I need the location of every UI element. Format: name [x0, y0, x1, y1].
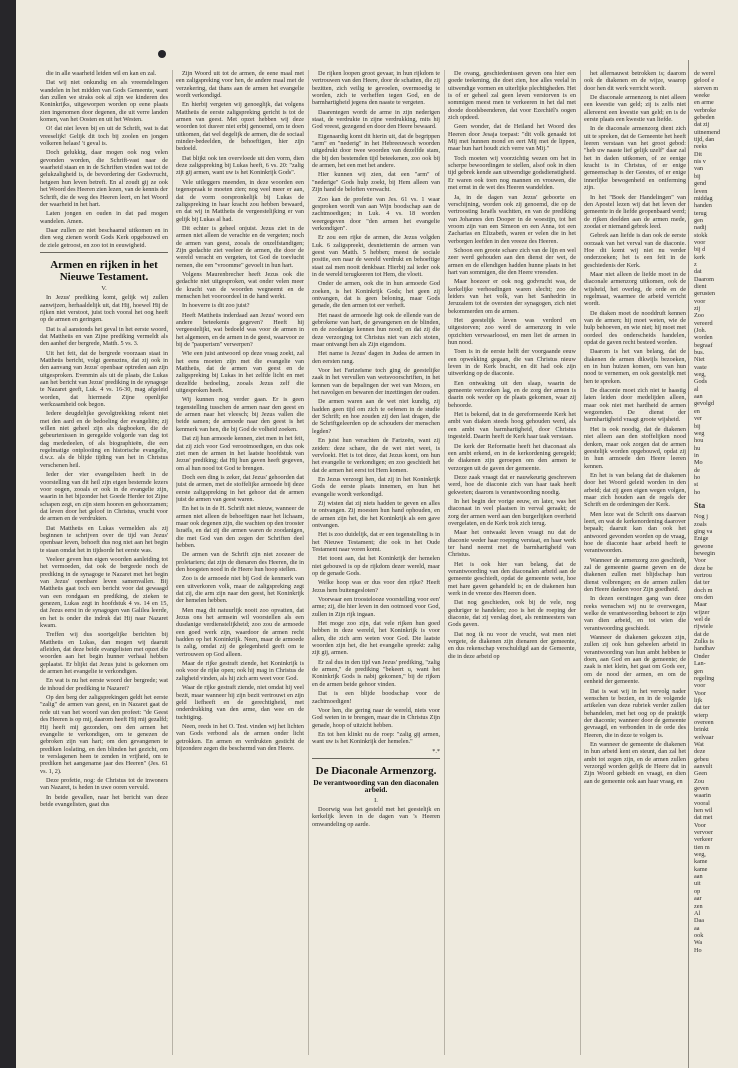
- partial-line: Mo: [694, 459, 703, 467]
- paragraph: Het moge zoo zijn, dat vele rijken hun goed hebben in deze wereld, het Koninkrijk is voor allen, die zich arm weten voor God. Die laatste woorden zijn het, die het evangelie spreekt: zalig zijt gij, armen.: [312, 620, 440, 657]
- partial-line: Ho: [694, 946, 702, 954]
- paragraph: De rijken loopen groot gevaar, in hun rijkdom te vertrouwen van den Heere, door de schatten, die zij bezitten, zich veilig te gevoelen, overmoedig te worden, zich te verheffen tegen God, en de barmhartigheid jegens den naaste te vergeten.: [312, 70, 440, 107]
- partial-line: kame: [694, 858, 708, 866]
- partial-line: van: [694, 165, 703, 173]
- paragraph: Doch gelukkig, daar mogen ook nog velen gevonden worden, die Schrift-vast naar de waarheid staan en in de Schriften vinden wat tot de gelukzaligheid is, de bevordering der Godsvrucht, hetgeen hun leven betreft. En al zoudt gij ze ook het Woord des Heeren zien lezen, van de kennis der Schrift, die de weg des Heeren leert, en het Woord der waarheid in het hart.: [40, 149, 168, 208]
- article-divider: [40, 252, 168, 253]
- partial-line: tien m: [694, 843, 710, 851]
- column-3: [312, 70, 440, 1060]
- partial-line: dat zij: [694, 121, 710, 129]
- paragraph: Dat nog geschieden, ook bij de vele, nog geduriger te handelen; zoo is het de roeping der diaconie, dat zij verslag doet, als rentmeesters van Gods gaven.: [448, 599, 576, 629]
- partial-line: de: [694, 466, 700, 474]
- partial-line: gebeu: [694, 755, 709, 763]
- paragraph: Deze zaak vraagt dat er nauwkeurig geschreven werd, hoe de diaconie zich van haar taak heeft gekweten; daarom is verantwoording noodig.: [448, 473, 576, 496]
- partial-line: dat de: [694, 630, 709, 638]
- partial-line: Zulks is: [694, 638, 714, 646]
- partial-line: Dit: [694, 150, 702, 158]
- partial-line: en: [694, 407, 700, 415]
- paragraph: die in alle waarheid leiden wil en kan en zal.: [46, 70, 157, 77]
- partial-line: Daarom: [694, 275, 714, 283]
- partial-line: Daa: [694, 917, 704, 925]
- partial-line: bij d: [694, 246, 706, 254]
- paragraph: De diaken moet de nooddruft kennen van de armen; hij moet weten, wie de hulp behoeven, en wie niet; hij moet met oordeel des onderscheids handelen, opdat de gaven recht besteed worden.: [584, 309, 686, 347]
- column-rule: [172, 70, 173, 1055]
- paragraph: Er zou een rijke de armen, die Jezus volgden Luk. 6 zaligspreekt, desniettemin de armen van geest van Matth. 5 hebben; meest de sociale positie, een naar de wereld verdrukt en behoeftige staat zal men nooit denkbaar. Hierbij zal ieder ook in de wereld terugkeeren tot Hem, die vloeit.: [312, 234, 440, 278]
- paragraph: En wat is nu het eerste woord der bergrede; wat de inhoud der prediking te Nazaret?: [40, 677, 168, 692]
- paragraph: Maar hoezeer er ook nog godvrucht was, de kerkelijke verhoudingen waren slecht; zoo de leiders van het volk, van het Sanhedrin in Jeruzalem tot de oversten der synagogen, zich niet bekommerden om de armen.: [448, 278, 576, 315]
- paragraph: En Jezus verzorgt hen, dat zij in het Koninkrijk Gods de eerste plaats innemen, en hun het evangelie wordt verkondigd.: [312, 475, 440, 498]
- paragraph: En het is van belang dat de diakenen door het Woord geleid worden in den arbeid; dat zij geen eigen wegen volgen, maar zich houden aan de regels der Schrift en de ordeningen der Kerk.: [584, 471, 686, 509]
- paragraph: Dat zij hun armoede kennen, ziet men in het feit, dat zij zich voor God verootmoedigen, en dus ook ziet men de armen in het laatste hoofdstuk van Jezus' prediking; dat Hij hun gaven heeft gegeven, om al hun nood tot God te brengen.: [176, 435, 304, 472]
- partial-line: voor: [694, 297, 706, 305]
- paragraph: Ja, in de dagen van Jezus' geboorte en verschijning, worden ook zij genoemd, die op de vertroosting Israëls wachtten, en van de prediking van Johannes den Dooper in de woestijn, tot het vroom zijn van een Simeon en een Anna, tot een Zacharias en Elizabeth, waren er velen die in het verborgen leefden in den vreeze des Heeren.: [448, 193, 576, 245]
- partial-line: stokk: [694, 231, 708, 239]
- partial-line: dat ter: [694, 579, 710, 587]
- partial-line: waarin: [694, 792, 711, 800]
- paragraph: Daarentegen wordt de arme in zijn nederigen staat, de verdrukte in zijne verdrukking, mits hij God vreest, gezegend en door den Heere bewaard.: [312, 108, 440, 131]
- partial-line: dat: [694, 268, 702, 276]
- paragraph: In dezen eerstingen gang van deze reeks wenschen wij nu te overwegen, welke de verantwoording behoort te zijn van dien arbeid, en tot wien die verantwoording geschiedt.: [584, 595, 686, 632]
- paragraph: In het "Boek der Handelingen" van den Apostel lezen wij dat het leven der gemeente in de liefde geopenbaard werd; de rijken deelden aan de armen mede, zoodat er niemand gebrek leed.: [584, 193, 686, 230]
- paragraph: O! dat niet leven bij en uit de Schrift, wat is dat vreeselijk! Gelijk dit toch bij zoolen en jongen volkeren helaas! 't geval is.: [40, 125, 168, 148]
- paragraph: Eigenaardig komt dit hierin uit, dat de begrippen "arm" en "nederig" in het Hebreeuwsch woorden uitgedrukt door twee woorden van dezelfde stam, die bij den bestemden tijd beteekenen, zoo ook bij de armen, het een met het andere.: [312, 132, 440, 170]
- paragraph: In beide gevallen, naar het bericht van deze beide evangelisten, gaat dus: [40, 793, 168, 808]
- paragraph: En het is in de H. Schrift niet nieuw, wanneer de armen niet alleen de behoeftigen naar het lichaam, maar ook degenen zijn, die wachten op den trooster Israëls, en dat zij die armen waren de zoodanigen, die met God van den zegen der Schriften deel hebben.: [176, 505, 304, 549]
- partial-line: bus.: [694, 349, 705, 357]
- paragraph: In het begin der vorige eeuw, en later, was het diaconaat in veel plaatsen in verval geraakt; de zorg der armen werd aan den burgerlijken overheid overgelaten, en de Kerk trok zich terug.: [448, 497, 576, 527]
- paragraph: De ovang, geschiedenissen geven ons hier een goede teekening, die doet zien, hoe alles veelal in uitwendige vormen en uiterlijke plechtigheden. Het is of er geheel zal geen leven verstorven is en sommigen meest men te verkeeren in het dal met doode doodsbeenderen, dat voor Ezechiël's oogen zich opdeed.: [448, 70, 576, 122]
- paragraph: Heeft Mattheüs inderdaad aan Jezus' woord een andere beteekenis gegeven? Heeft hij vergeestelijkt, wat bedoeld was voor de armen in het algemeen, en de armen in de geest, waarvoor ze bij de "pauperism" verwerpen?: [176, 311, 304, 349]
- partial-line: Wa: [694, 939, 703, 947]
- paragraph: En wanneer de gemeente de diakenen in hun arbeid kent en steunt, dan zal het ambt tot zegen zijn, en de armen zullen verzorgd worden gelijk de Heere dat in Zijn Woord gebiedt en vraagt, en dien aan de gemeente ook aan haar vraag, en: [584, 740, 686, 785]
- partial-line: uitnemend: [694, 128, 721, 136]
- paragraph: Onder de armen, ook die in hun armoede God zoeken, is het Koninkrijk Gods; het geen zij ontvangen, dat is geen beloning, maar Gods genade, die den armen tot eer verheft.: [312, 280, 440, 310]
- partial-line: gen: [694, 667, 703, 675]
- partial-line: Voor: [694, 557, 706, 565]
- partial-line: deze: [694, 748, 706, 756]
- paragraph: Voor het Farizeïsme toch ging de geestelijke zaak in het vervullen van wetsvoorschriften, in het kennen van de bepalingen der wet van Mozes, en het navolgen en bewaren der inzettingen der ouden.: [312, 367, 440, 397]
- partial-line: wel de: [694, 616, 711, 624]
- paragraph: Deze profetie, nog: de Christus tot de inwoners van Nazaret, is heden in uwe ooren vervuld.: [40, 776, 168, 792]
- partial-line: gerusten: [694, 290, 715, 298]
- partial-line: gewone: [694, 542, 714, 550]
- paragraph: Het naast de armoede ligt ook de ellende van de gebrokene van hart, de gevangenen en de blinden, en de zoodanige kennen hun nood; en dat zij die deze verzorging tot Christus niet van zich stoten, maar ontvangt hen als Zijn eigendom.: [312, 311, 440, 349]
- article-end-mark: *.*: [432, 747, 440, 755]
- paragraph: Schoon een groote schare zich van de lijn en wel zeer werd gehouden aan den dienst der wet, de armen en de ellendigen hadden hunne plaats in het hart van sommigen, die den Heere vreesden.: [448, 246, 576, 276]
- paragraph: Treffen wij dus soortgelijke berichten bij Mattheüs en Lukas, dan mogen wij daaruit afleiden, dat deze beide evangelisten met opzet die woorden aan het begin hunner verhaal hebben geplaatst. Er blijkt dat Jezus juist is gekomen om de armen het evangelie te verkondigen.: [40, 631, 168, 676]
- paragraph: Doorwig was het gesteld met het geestelijk en kerkelijk leven in de dagen van 's Heeren omwandeling op aarde.: [312, 805, 440, 828]
- paragraph: Het is bekend, dat in de gereformeerde Kerk het ambt van diaken steeds hoog gehouden werd, als een ambt van barmhartigheid, door Christus ingesteld. Daarin heeft de Kerk haar taak verstaan.: [448, 411, 576, 441]
- partial-line: wierp: [694, 711, 709, 719]
- partial-line: gevolgd: [694, 400, 714, 408]
- partial-line: Onder: [694, 652, 710, 660]
- paragraph: In de diaconale armenzorg dient zich uit te spreken, dat de Gemeente het heeft leeren verstaan van het groot gebod: "heb uw naaste lief gelijk uzelf" daar zal het in daden uitkomen, of ze eenige kracht is in Christus, of er enige gemeenschap is der Geestes, of er enige innerlijke bewogenheid en ontferming zijn.: [584, 125, 686, 192]
- paragraph: Zoo kan de profetie van Jes. 61 vs. 1 waar gesproken wordt van aan Wijn boodschap aan de zachtmoedigen; in Luk. 4 vs. 18 worden weergegeven door "den armen het evangelie verkondigen".: [312, 195, 440, 232]
- paragraph: Op den berg der zaligsprekingen geldt het eerste "zalig" de armen van geest, en in Nazaret gaat de rede uit van het woord van den profeet: "de Geest des Heeren is op mij, daarom heeft Hij mij gezalfd; Hij heeft mij gezonden, om den armen het evangelie te verkondigen, om te genezen de gebroken zijn van hart; om den gevangenen te prediken loslating, en den blinden het gezicht, om te verslagenen heen te zenden in vrijheid, om te prediken het aangename jaar des Heeren" (Jes. 61 vs. 1, 2).: [40, 694, 168, 775]
- partial-line: Voor: [694, 821, 706, 829]
- partial-line: Zou: [694, 777, 704, 785]
- partial-line: Maar: [694, 601, 708, 609]
- partial-line: gen: [694, 216, 703, 224]
- partial-line: hou: [694, 437, 704, 445]
- paragraph: Volgens Maurenbrecher heeft Jezus ook die gedachte niet uitgesproken, wat onder velen meer de kracht van de woorden wegneemt en de menschen het vooroordeel in de hand werkt.: [176, 270, 304, 300]
- paragraph: Iedere deugdelijke gevolgtrekking rekent niet met den aard en de bedoeling der evangeliën; zij willen niet geheel zijn als dagboeken, die de gebeurtenissen in geregelde volgorde van dag tot dag mededeelen, of als biographieën, die een regelmatige ontplooiing en historische evangelie, d.w.z. als de blijde tijding van het in Christus verschenen heil.: [40, 410, 168, 469]
- partial-line: gend: [694, 180, 707, 188]
- paragraph: Maar het ontwaakt leven vraagt nu dat de diaconie weder haar roeping verstaat, en haar werk ter hand neemt met de barmhartigheid van Christus.: [448, 529, 576, 559]
- partial-line: weeke: [694, 92, 710, 100]
- partial-line: bij: [694, 172, 701, 180]
- paragraph: Uit het feit, dat de bergrede voorzaan staat in Mattheüs bericht, volgt geenszins, dat zij ook in den aanvang van Jezus' openbaar optreden aan zijn uitgesproken. Evenmin als uit de plaats, die Lukas aan het bericht van Jezus' prediking in de synagoge te Nazaret geeft, Luk. 4 vs. 16-30, mag afgeleid worden, dat hiermede Zijne openlijke werkzaamheid ook begon.: [40, 349, 168, 409]
- paragraph: Waar de rijke gestraft ziende, niet omdat hij veel bezit, maar wanneer hij zijn bezit vertrouwt en zijn geld liefheeft en de gerechtigheid, met onderdrukking van den arme, dan wee en de tuchtiging.: [176, 684, 304, 721]
- paragraph: Dat wij niet onkundig en als vreemdelingen wandelen in het midden van Gods Gemeente, want dan zullen we straks ook al zijn we kinderen des Koninkrijks, uitgeworpen worden op eene plaats zien ingenomen door degenen, die uit verre landen komen, van het Oosten en uit het Westen.: [40, 79, 168, 124]
- partial-line: Al: [694, 909, 701, 917]
- paragraph: Men mag dit natuurlijk nooit zoo opvatten, dat Jezus ons het armsein wil voorstellen als een dusdanige verdienstelijkheid; zoo zou de armoede een goed werk zijn, waardoor de armen recht hadden op het Koninkrijk. Neen, maar de armoede is zalig, omdat zij de gelegenheid geeft om te vertrouwen op God alleen.: [176, 606, 304, 658]
- paragraph: Dat is wat wij in het vervolg nader wenschen te bezien, en in de volgende artikelen van deze rubriek verder zullen behandelen, met het oog op de praktijk der diaconie; wanneer door de gemeente gevraagd, en verbonden in de orde des Heeren, die in deze te volgen is.: [584, 687, 686, 739]
- partial-line: regeling: [694, 674, 715, 682]
- partial-line: nis v: [694, 158, 706, 166]
- partial-line: leven: [694, 187, 708, 195]
- article-subheading: De verantwoording van den diaconalen arbeid.: [313, 777, 439, 795]
- partial-line: worden: [694, 334, 713, 342]
- partial-line: ons den: [694, 594, 714, 602]
- paragraph: Geen wonder, dat de Heiland het Woord des Heeren door Jesaja toepast: "dit volk genaakt tot Mij met hunnen mond en eert Mij met de lippen, maar hun hart houdt zich verre van Mij.": [448, 123, 576, 153]
- partial-line: hen wil: [694, 807, 713, 815]
- partial-line: Geen: [694, 770, 708, 778]
- paragraph: Zoo is de armoede niet bij God de kenmerk van een uitverkoren volk, maar de zaligspreking zegt dat zij, die arm zijn naar den geest, het Koninkrijk der hemelen hebben.: [176, 575, 304, 605]
- paragraph: Maar niet alleen de liefde moet in de diaconale armenzorg uitkomen, ook de wijsheid, het overleg, de orde en de regelmaat, waarmee de arbeid verricht wordt.: [584, 270, 686, 308]
- paragraph: Er zal dus in den tijd van Jezus' prediking, "zalig de armen," de prediking "bekeert u, want het Koninkrijk Gods is nabij gekomen," bij de rijken en de armen beide gehoor vinden.: [312, 658, 440, 688]
- paragraph: Voor hen, die gering naar de wereld, niets voor God weten in te brengen, maar die in Christus Zijn genade, hoop of uitzicht hebben.: [312, 706, 440, 729]
- partial-line: vertrou: [694, 572, 712, 580]
- paragraph: Wij kunnen nog verder gaan. Er is geen tegenstelling tusschen de armen naar den geest en de armen naar het vleesch; bij Jezus vallen die beide samen; de armoede naar den geest is het kenmerk van hen, die bij God de volheid zoeken.: [176, 396, 304, 433]
- partial-line: aanvult: [694, 762, 713, 770]
- article-divider: [312, 758, 440, 759]
- paragraph: Het is zoo duidelijk, dat er een tegenstelling is in het Nieuwe Testament; die ook in het Oude Testament naar voren komt.: [312, 531, 440, 553]
- partial-line: ook: [694, 931, 704, 939]
- article-part-number: I.: [374, 796, 378, 804]
- partial-line: ging va: [694, 527, 713, 535]
- partial-lines-top: [694, 70, 738, 496]
- partial-line: weg,: [694, 851, 706, 859]
- partial-line: weg,: [694, 371, 706, 379]
- paragraph: Dat nog ik nu voor de vrucht, wat men niet vergete, de diakenen zijn dienaren der gemeente, en dus rekenschap verschuldigd aan de Gemeente, die in deze arbeid op: [448, 630, 576, 660]
- paragraph: Voorwaar een troostelooze voorstelling voor een' arme; zij, die hier leven in den ootmoed voor God, zullen in Zijn rijk ingaan.: [312, 596, 440, 618]
- partial-line: Voor: [694, 689, 706, 697]
- paragraph: De armen van de Schrift zijn niet zoozeer de proletariers; dat zijn de dienaren des Heeren, die in den hoogsten nood in de Heere hun hoop stellen.: [176, 551, 304, 573]
- paragraph: Men leze wat de Schrift ons daarvan leert, en wat de kerkenordening daarover bepaalt; daaruit kan dan ook het antwoord gevonden worden op de vraag, hoe de diaconie haar arbeid heeft te verantwoorden.: [584, 510, 686, 555]
- partial-line: nadij: [694, 224, 707, 232]
- paragraph: Het is ook noodig, dat de diakenen niet alleen aan den stoffelijken nood denken, maar ook zorgen dat de armen geestelijk worden opgebouwd, opdat zij in hun armoede den Heere leeren kennen.: [584, 425, 686, 470]
- article-part-number: V.: [101, 284, 107, 292]
- partial-line: voor: [694, 238, 706, 246]
- paragraph: Zij wisten dat zij niets hadden te geven en alles te ontvangen. Zij moesten hun hand ophouden, en de armen zijn het, die het Koninkrijk als een gave ontvangen.: [312, 499, 440, 529]
- partial-line: Nog j: [694, 513, 708, 521]
- partial-line: Enige: [694, 535, 709, 543]
- paragraph: Veeleer geven hun eigen woorden aanleiding tot het vermoeden, dat ook de bergrede noch de prediking in de synagoge te Nazaret met het begin van Jezus' openbare leven samenvallen. Bij Mattheüs gaat toch een bericht voor dat gewaagd van een rondgaan en prediking, de zieken te genezen, Lukas zegt in hoofdstuk 4 vs. 14 en 15, dat Jezus eerst in de synagogen van Galilea leerde, en het is onder die indruk dat Hij naar Nazaret kwam.: [40, 555, 168, 630]
- partial-line: Zoo: [694, 312, 704, 320]
- partial-line: Wat: [694, 740, 704, 748]
- partial-line: dient: [694, 282, 707, 290]
- partial-line: brinkt: [694, 726, 709, 734]
- paragraph: En juist hun verachten de Farizeën, want zij zeiden: deze schare, die de wet niet weet, is vervloekt. Het is tot deze, dat Jezus komt, om hun het evangelie te verkondigen; en zoo geschiedt het dat de armen het eerst tot Hem komen.: [312, 437, 440, 474]
- partial-heading: Sta: [694, 500, 706, 510]
- paragraph: Dat blijkt ook ten overvloede uit den vorm, dien deze zaligspreking bij Lukas heeft, 6 vs. 20: "zalig zijt gij armen, want uw is het Koninkrijk Gods".: [176, 154, 304, 177]
- paragraph: Toen is in de eerste helft der voorgaande eeuw een opwekking gegaan, die van Christus nieuw leven in de Kerk bracht, en dit had ook zijn uitwerking op de diaconie.: [448, 348, 576, 378]
- partial-line: verbroke: [694, 106, 716, 114]
- partial-line: weg: [694, 429, 705, 437]
- paragraph: Dat Mattheüs en Lukas vermelden als zij beginnen te schrijven over de tijd van Jezus' openbaar leven, behoeft dus nog niet aan het begin te staan omdat het in tijdsorde het eerste was.: [40, 524, 168, 554]
- paragraph: De armen waren aan de wet niet kundig, zij hadden geen tijd om zich te oefenen in de studie der Schrift; en hoe zouden zij den last dragen, die de Schriftgeleerden op de schouders der menschen legden?: [312, 398, 440, 435]
- column-1: [40, 70, 168, 1060]
- partial-line: reeks: [694, 143, 708, 151]
- paragraph: Laten jongen en ouden in dat pad mogen wandelen. Amen.: [40, 210, 168, 225]
- paragraph: De kerk der Reformatie heeft het diaconaat als een ambt erkend, en in de kerkordening geregeld; de diakenen zijn geroepen om den armen te verzorgen uit de gaven der gemeente.: [448, 442, 576, 472]
- paragraph: Wanneer de diakenen gekozen zijn, zullen zij ook hun geheelen arbeid in verantwoording van hun ambt hebben te doen, aan God en aan de gemeente; de zaak is niet klein, het gaat om Gods eer, om de nood der armen, en om de eenheid der gemeente.: [584, 634, 686, 686]
- partial-line: al: [694, 385, 699, 393]
- partial-line: handen: [694, 202, 712, 210]
- partial-line: handhav: [694, 645, 715, 653]
- column-2: [176, 70, 304, 1060]
- paragraph: Daarom is het van belang, dat de diakenen de armen dikwijls bezoeken, en in hun huizen komen, om van hun nood te vernemen, en ook geestelijk met hen te spreken.: [584, 348, 686, 385]
- partial-line: z: [694, 260, 697, 268]
- partial-line: vaste: [694, 363, 707, 371]
- paragraph: Doch een ding is zeker, dat Jezus' gehoorden dat juist de armen, met de stoffelijke armoede bij deze eerste zaligspreking in het gehoor dat de armen juist de armen van geest waren.: [176, 473, 304, 503]
- paragraph: De diaconie moet zich niet te haastig laten leiden door medelijden alleen, maar ook niet met hardheid de armen wegzenden. De dienst der barmhartigheid vraagt groote wijsheid.: [584, 387, 686, 424]
- partial-line: zij: [694, 305, 701, 312]
- partial-line: zen: [694, 902, 703, 910]
- article-heading: De Diaconale Armenzorg.: [315, 764, 437, 777]
- paragraph: Maar de rijke gestraft ziende, het Koninkrijk is ook voor de rijke open; ook hij mag in Christus de zaligheid vinden, als hij zich arm weet voor God.: [176, 660, 304, 682]
- partial-line: st: [694, 481, 699, 489]
- partial-line: Niet: [694, 356, 705, 364]
- partial-line: tijd, dan: [694, 136, 715, 144]
- paragraph: Dat is al aanstonds het geval in het eerste woord, dat Mattheüs en van Zijne prediking vermeldt als den aanhef der bergrede, Matth. 5 vs. 3.: [40, 325, 168, 348]
- column-6-partial: [694, 70, 738, 1060]
- partial-line: overeen: [694, 718, 714, 726]
- partial-line: rijwiele: [694, 623, 713, 631]
- partial-line: aan: [694, 393, 703, 401]
- partial-line: bewegin: [694, 550, 715, 557]
- paragraph: Neen, reeds in het O. Test. vinden wij het lichten van Gods verbond als de armen onder licht getrokken. En armen en verdrukten gesticht de bijzondere zegen die beschermd van den Heere.: [176, 722, 304, 752]
- partial-line: bij: [694, 422, 701, 430]
- paragraph: De diaconale armenzorg is niet alleen een kwestie van geld; zij is zelfs niet allereerst een kwestie van geld; en is de eerste plaats een kwestie van liefde.: [584, 94, 686, 124]
- partial-line: sterven m: [694, 84, 719, 92]
- partial-line: hu: [694, 444, 701, 452]
- partial-line: aan: [694, 873, 703, 881]
- partial-line: deze be: [694, 564, 713, 572]
- partial-line: ver: [694, 415, 702, 423]
- paragraph: Ieder der vier evangelisten heeft in de voorstelling van dit heil zijn eigen bestemde lezers voor oogen, zooals er ook in de evangelie zijn, waarin in het bijzonder het Goede Herder tot Zijne schapen zegt, en zijn stem hooren en gehoorzamen; dat leven door het geloof in Christus, vrucht voor de armen en de verdrukten.: [40, 471, 168, 523]
- partial-line: en arme: [694, 99, 714, 107]
- column-rule: [580, 70, 581, 1055]
- paragraph: En hierbij vergeten wij genoeglijk, dat volgens Mattheüs de eerste zaligspreking gericht is tot de armen van geest. Met opzet hebben wij deze woorden tot dusver niet erbij genoemd, om te doen uitkomen, dat wel degelijk de armen, die de sociaal minder-bedeelden, de behoeftigen, hier zijn bedoeld.: [176, 101, 304, 153]
- paragraph: Vele uitleggers meenden, in deze woorden een tegenspraak te moeten zien; nog veel meer er aan, dat de vorm oorspronkelijk bij Lukas de zaligspreking in haar kracht zou hebben bewaard, en dat wij in Mattheüs de vergeestelijking er van gelijk bij Lukas al had.: [176, 178, 304, 223]
- partial-line: voor: [694, 682, 706, 690]
- paragraph: Dat is een blijde boodschap voor de zachtmoedigen!: [312, 690, 440, 705]
- paragraph: In Jezus' prediking komt, gelijk wij zullen aanwijzen, herhaaldelijk uit, dat Hij, hoewel Hij de rijken niet verstoot, juist toch vooral het oog heeft op de armen en geringen.: [40, 294, 168, 324]
- scan-left-border: [0, 0, 16, 1068]
- partial-line: middag: [694, 194, 713, 202]
- paragraph: het allernauwst betrokken is; daarom ook de diakenen en de wijze, waarop door hen dit werk verricht wordt.: [584, 70, 686, 92]
- partial-line: wijzer: [694, 608, 710, 616]
- partial-line: ho: [694, 488, 701, 496]
- column-rule: [444, 70, 445, 1055]
- paragraph: Het is ook hier van belang, dat de verantwoording van den diaconalen arbeid aan de gemeente geschiedt, opdat de gemeente wete, hoe met hare gaven gehandeld is; en de diakenen hun werk in de vreeze des Heeren doen.: [448, 560, 576, 598]
- partial-line: Lan-: [694, 660, 706, 668]
- paragraph: Wie een juist antwoord op deze vraag zoekt, zal het eens moeten zijn met die evangelie van Mattheüs, dat de armen van geest en de zaligspreking bij Lukas in het zelfde licht en met dezelfde bedoeling, zooals Jezus zelf die uitgesproken heeft.: [176, 350, 304, 395]
- partial-line: de werel: [694, 70, 716, 77]
- partial-line: in: [694, 451, 699, 459]
- partial-line: welvaar: [694, 733, 714, 741]
- partial-line: op: [694, 887, 701, 895]
- partial-line: (Joh.: [694, 327, 707, 335]
- paragraph: Het toont aan, dat het Koninkrijk der hemelen niet gebouwd is op de rijkdom dezer wereld, maar op de genade Gods.: [312, 555, 440, 577]
- partial-lines-bottom: [694, 513, 738, 954]
- partial-line: vooral: [694, 799, 710, 807]
- partial-line: lijk: [694, 696, 703, 704]
- paragraph: Dit echter is geheel onjuist. Jezus ziet in de armen niet alleen de verachte en de vergeten; noch de armen van geest, zooals de onzelfstandigen; Zijn gedachte ziet veeleer de armen, die door de wereld veracht en vergeten, tot God de toevlucht nemen, die een "vroomme" gevoelt in hun hart.: [176, 224, 304, 269]
- paragraph: Zijn Woord uit tot de armen, de eene maal met een zaligspreking voor hen, de andere maal met de verzekering, dat thans aan de armen het evangelie wordt verkondigd.: [176, 70, 304, 100]
- binder-hole: [158, 50, 166, 58]
- partial-line: aa: [694, 924, 700, 932]
- page-fold-crease: [688, 60, 689, 1068]
- paragraph: Een ontwaking uit den slaap, waarin de gemeente verzonken lag, en de zorg der armen is daarin ook weder op de plaats gekomen, waar zij behoorde.: [448, 379, 576, 409]
- partial-line: Gods: [694, 378, 708, 386]
- partial-line: verkeer: [694, 836, 713, 844]
- paragraph: Welke hoop was er dus voor den rijke? Heeft Jezus hem buitengesloten?: [312, 579, 440, 594]
- article-heading: Armen en rijken in het Nieuwe Testament.: [50, 258, 158, 283]
- partial-line: vereerd: [694, 319, 713, 327]
- partial-line: ho: [694, 473, 701, 481]
- partial-line: kerk: [694, 253, 705, 261]
- column-rule: [308, 70, 309, 1055]
- paragraph: En tot hen klinkt nu de roep: "zalig gij armen, want uw is het Koninkrijk der hemelen.": [312, 730, 440, 746]
- partial-line: aar: [694, 895, 702, 903]
- partial-line: vervoer: [694, 829, 713, 837]
- paragraph: In hoeverre is dit zoo juist?: [182, 302, 250, 310]
- column-4: [448, 70, 576, 1060]
- partial-line: uit: [694, 880, 701, 888]
- paragraph: Wanneer de armenzorg zoo geschiedt, zal de gemeente gaarne geven en de diakenen zullen met blijdschap hun dienst volbrengen; en de armen zullen den Heere danken voor Zijn goedheid.: [584, 556, 686, 594]
- paragraph: Het geestelijk leven was verdord en uitgestorven; zoo werd de armenzorg in vele opzichten verwaarloosd, en men liet de armen in hun nood.: [448, 317, 576, 347]
- paragraph: Het name is Jezus' dagen in Judea de armen in den eersten rang.: [312, 350, 440, 365]
- partial-line: kame: [694, 865, 708, 873]
- partial-line: dat met: [694, 814, 713, 822]
- partial-line: begraaf: [694, 341, 713, 349]
- partial-line: geloof e: [694, 77, 715, 85]
- paragraph: Toch moeten wij voorzichtig wezen om het in scherpe bewoordingen te stellen, alsof ook in dien tijd gebrek kende aan uitwendige godsdienstigheid. Er waren ook toen nog mannen en vrouwen, die met ernst in de wet des Heeren wandelden.: [448, 154, 576, 192]
- partial-line: zoals: [694, 520, 707, 528]
- paragraph: Gebrek aan liefde is dan ook de eerste oorzaak van het verval van de diaconie. Hoe dit komt wij niet nu verder onderzoeken; het is een feit in de geschiedenis der Kerk.: [584, 232, 686, 269]
- partial-line: terug: [694, 209, 707, 217]
- partial-line: doch m: [694, 586, 713, 594]
- column-5: [584, 70, 686, 1060]
- partial-line: dat ter: [694, 704, 710, 712]
- paragraph: Hier kunnen wij zien, dat een "arm" of "nederige" Gods hulp zoekt, bij Hem alleen van Zijn hand de beloften verwacht.: [312, 171, 440, 194]
- partial-line: gebeden: [694, 114, 715, 122]
- partial-line: geven: [694, 785, 709, 792]
- paragraph: Daar zullen ze niet beschaamd uitkomen en in dien weg zienen wordt Gods Kerk opgebouwd en de ziele getroost, en zoo tot in eeuwigheid.: [40, 226, 168, 249]
